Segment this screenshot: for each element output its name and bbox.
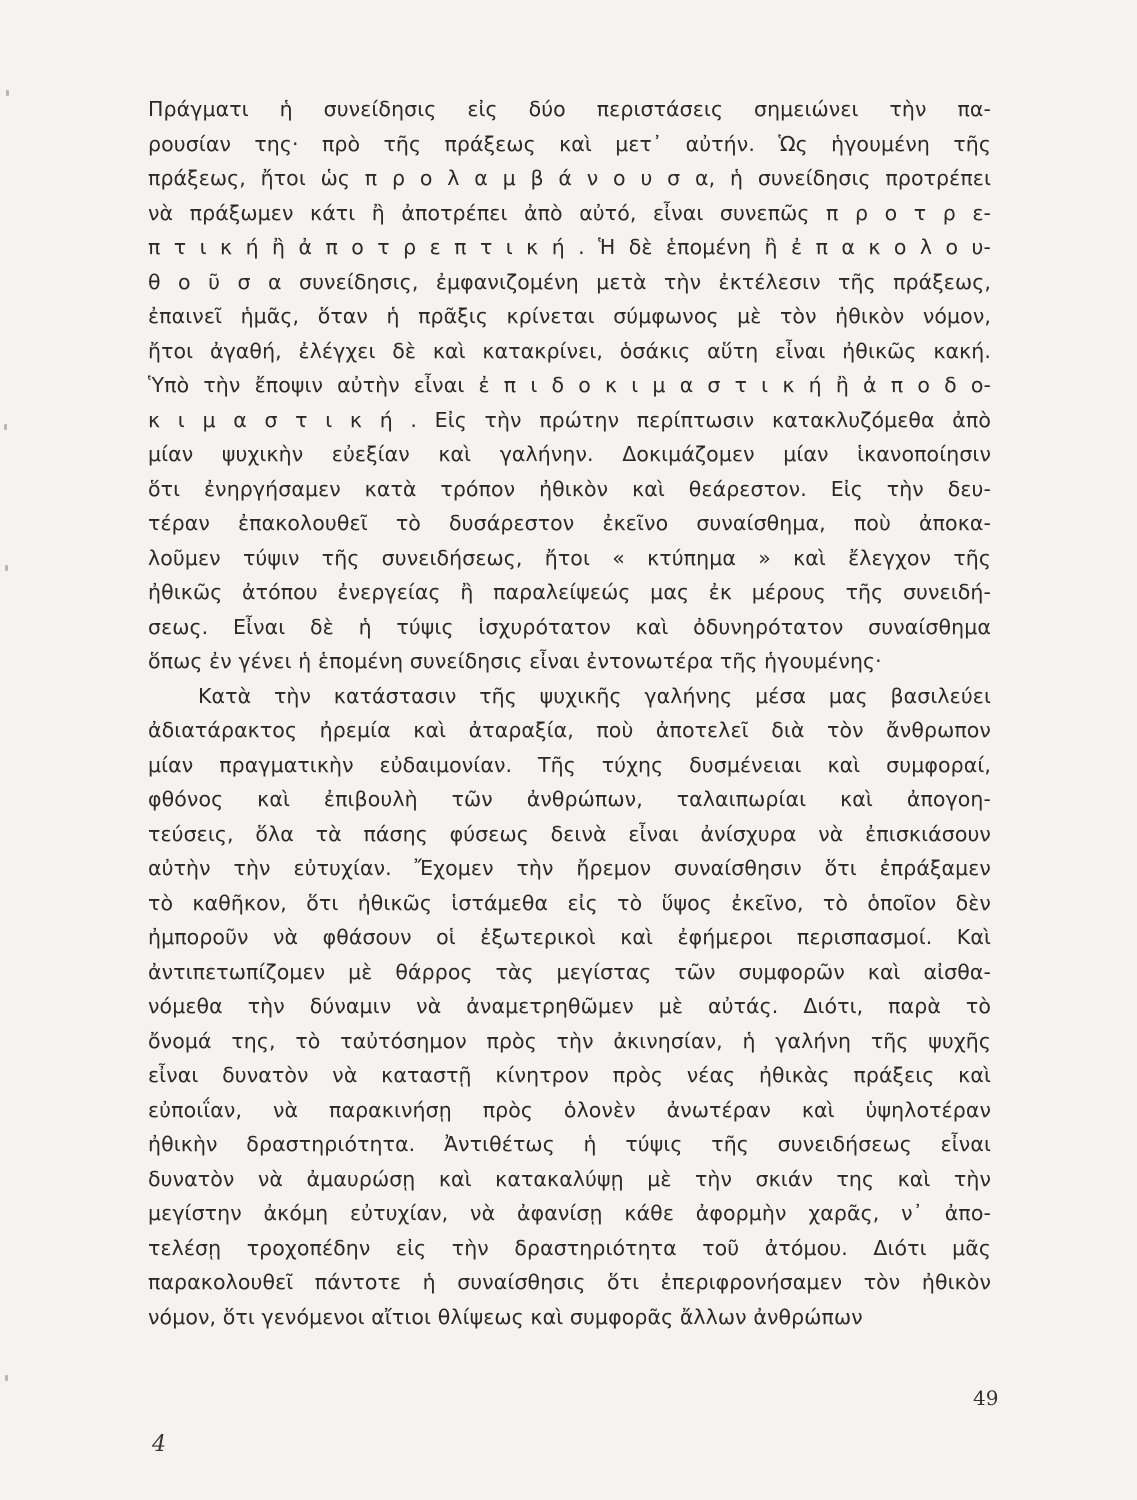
scan-speck [5,565,8,571]
text-line: μίαν πραγματικὴν εὐδαιμονίαν. Τῆς τύχης δυσμένειαι καὶ συμφοραί, [148,752,991,777]
text-line: τέραν ἐπακολουθεῖ τὸ δυσάρεστον ἐκεῖνο συναίσθημα, ποὺ ἀποκα- [148,511,991,535]
text-line: σεως. Εἶναι δὲ ἡ τύψις ἰσχυρότατον καὶ ὀδυνηρότατον συναίσθημα [148,614,991,639]
text-line: αὐτὴν τὴν εὐτυχίαν. Ἔχομεν τὴν ἤρεμον συναίσθησιν ὅτι ἐπράξαμεν [148,856,991,880]
text-line: θ ο ῦ σ α συνείδησις, ἐμφανιζομένη μετὰ τὴν ἐκτέλεσιν τῆς πράξεως, [148,269,991,294]
scan-speck [4,424,7,430]
text-line: ἤτοι ἀγαθή, ἐλέγχει δὲ καὶ κατακρίνει, ὁσάκις αὕτη εἶναι ἠθικῶς κακή. [148,338,991,363]
text-line: φθόνος καὶ ἐπιβουλὴ τῶν ἀνθρώπων, ταλαιπωρίαι καὶ ἀπογοη- [148,787,991,811]
text-line: λοῦμεν τύψιν τῆς συνειδήσεως, ἤτοι « κτύπημα » καὶ ἔλεγχον τῆς [148,545,991,570]
text-line: Κατὰ τὴν κατάστασιν τῆς ψυχικῆς γαλήνης μέσα μας βασιλεύει [198,683,991,708]
text-line: Ὑπὸ τὴν ἔποψιν αὐτὴν εἶναι ἐ π ι δ ο κ ι μ α σ τ ι κ ή ἢ ἀ π ο δ ο- [148,373,991,397]
text-line: μεγίστην ἀκόμη εὐτυχίαν, νὰ ἀφανίσῃ κάθε ἀφορμὴν χαρᾶς, ν᾽ ἀπο- [148,1201,991,1225]
scan-speck [6,90,9,96]
text-line: ἠμποροῦν νὰ φθάσουν οἱ ἐξωτερικοὶ καὶ ἐφήμεροι περισπασμοί. Καὶ [148,925,991,949]
text-line: πράξεως, ἤτοι ὡς π ρ ο λ α μ β ά ν ο υ σ α, ἡ συνείδησις προτρέπει [148,166,991,190]
text-line: τελέσῃ τροχοπέδην εἰς τὴν δραστηριότητα τοῦ ἀτόμου. Διότι μᾶς [148,1235,991,1260]
text-line: ἀδιατάρακτος ἠρεμία καὶ ἀταραξία, ποὺ ἀποτελεῖ διὰ τὸν ἄνθρωπον [148,718,991,742]
scan-speck [5,1375,8,1381]
text-line: παρακολουθεῖ πάντοτε ἡ συναίσθησις ὅτι ἐπεριφρονήσαμεν τὸν ἠθικὸν [148,1270,991,1294]
text-line: μίαν ψυχικὴν εὐεξίαν καὶ γαλήνην. Δοκιμάζομεν μίαν ἱκανοποίησιν [148,442,991,466]
text-line: ὄνομά της, τὸ ταὐτόσημον πρὸς τὴν ἀκινησίαν, ἡ γαλήνη τῆς ψυχῆς [148,1028,991,1053]
text-line: ρουσίαν της· πρὸ τῆς πράξεως καὶ μετ᾽ αὐτήν. Ὡς ἡγουμένη τῆς [148,131,991,156]
text-line: εὐποιΐαν, νὰ παρακινήσῃ πρὸς ὁλονὲν ἀνωτέραν καὶ ὑψηλοτέραν [148,1097,991,1122]
text-line: νόμεθα τὴν δύναμιν νὰ ἀναμετρηθῶμεν μὲ αὐτάς. Διότι, παρὰ τὸ [148,994,991,1018]
text-line: νὰ πράξωμεν κάτι ἢ ἀποτρέπει ἀπὸ αὐτό, εἶναι συνεπῶς π ρ ο τ ρ ε- [148,200,991,225]
text-line: κ ι μ α σ τ ι κ ή . Εἰς τὴν πρώτην περίπτωσιν κατακλυζόμεθα ἀπὸ [148,407,991,432]
text-line: δυνατὸν νὰ ἀμαυρώσῃ καὶ κατακαλύψῃ μὲ τὴν σκιάν της καὶ τὴν [148,1166,991,1191]
body-text [148,92,991,1334]
signature-mark: 4 [152,1432,166,1457]
text-line: Πράγματι ἡ συνείδησις εἰς δύο περιστάσεις σημειώνει τὴν πα- [148,97,991,121]
text-line: ἠθικῶς ἀτόπου ἐνεργείας ἢ παραλείψεώς μας ἐκ μέρους τῆς συνειδή- [148,580,991,604]
text-line: τὸ καθῆκον, ὅτι ἠθικῶς ἱστάμεθα εἰς τὸ ὕψος ἐκεῖνο, τὸ ὁποῖον δὲν [148,890,991,915]
page-number: 49 [973,1386,999,1410]
text-line: ἀντιπετωπίζομεν μὲ θάρρος τὰς μεγίστας τῶν συμφορῶν καὶ αἰσθα- [148,959,991,984]
text-line: ὅπως ἐν γένει ἡ ἑπομένη συνείδησις εἶναι ἐντονωτέρα τῆς ἡγουμένης· [148,649,882,673]
text-line: π τ ι κ ή ἢ ἀ π ο τ ρ ε π τ ι κ ή . Ἡ δὲ ἑπομένη ἢ ἐ π α κ ο λ ο υ- [148,235,991,259]
text-line: νόμον, ὅτι γενόμενοι αἴτιοι θλίψεως καὶ συμφορᾶς ἄλλων ἀνθρώπων [148,1304,863,1329]
text-line: εἶναι δυνατὸν νὰ καταστῇ κίνητρον πρὸς νέας ἠθικὰς πράξεις καὶ [148,1063,991,1087]
text-line: τεύσεις, ὅλα τὰ πάσης φύσεως δεινὰ εἶναι ἀνίσχυρα νὰ ἐπισκιάσουν [148,821,991,846]
text-line: ἠθικὴν δραστηριότητα. Ἀντιθέτως ἡ τύψις τῆς συνειδήσεως εἶναι [148,1132,991,1156]
text-line: ὅτι ἐνηργήσαμεν κατὰ τρόπον ἠθικὸν καὶ θεάρεστον. Εἰς τὴν δευ- [148,476,991,501]
text-line: ἐπαινεῖ ἡμᾶς, ὅταν ἡ πρᾶξις κρίνεται σύμφωνος μὲ τὸν ἠθικὸν νόμον, [148,304,991,328]
